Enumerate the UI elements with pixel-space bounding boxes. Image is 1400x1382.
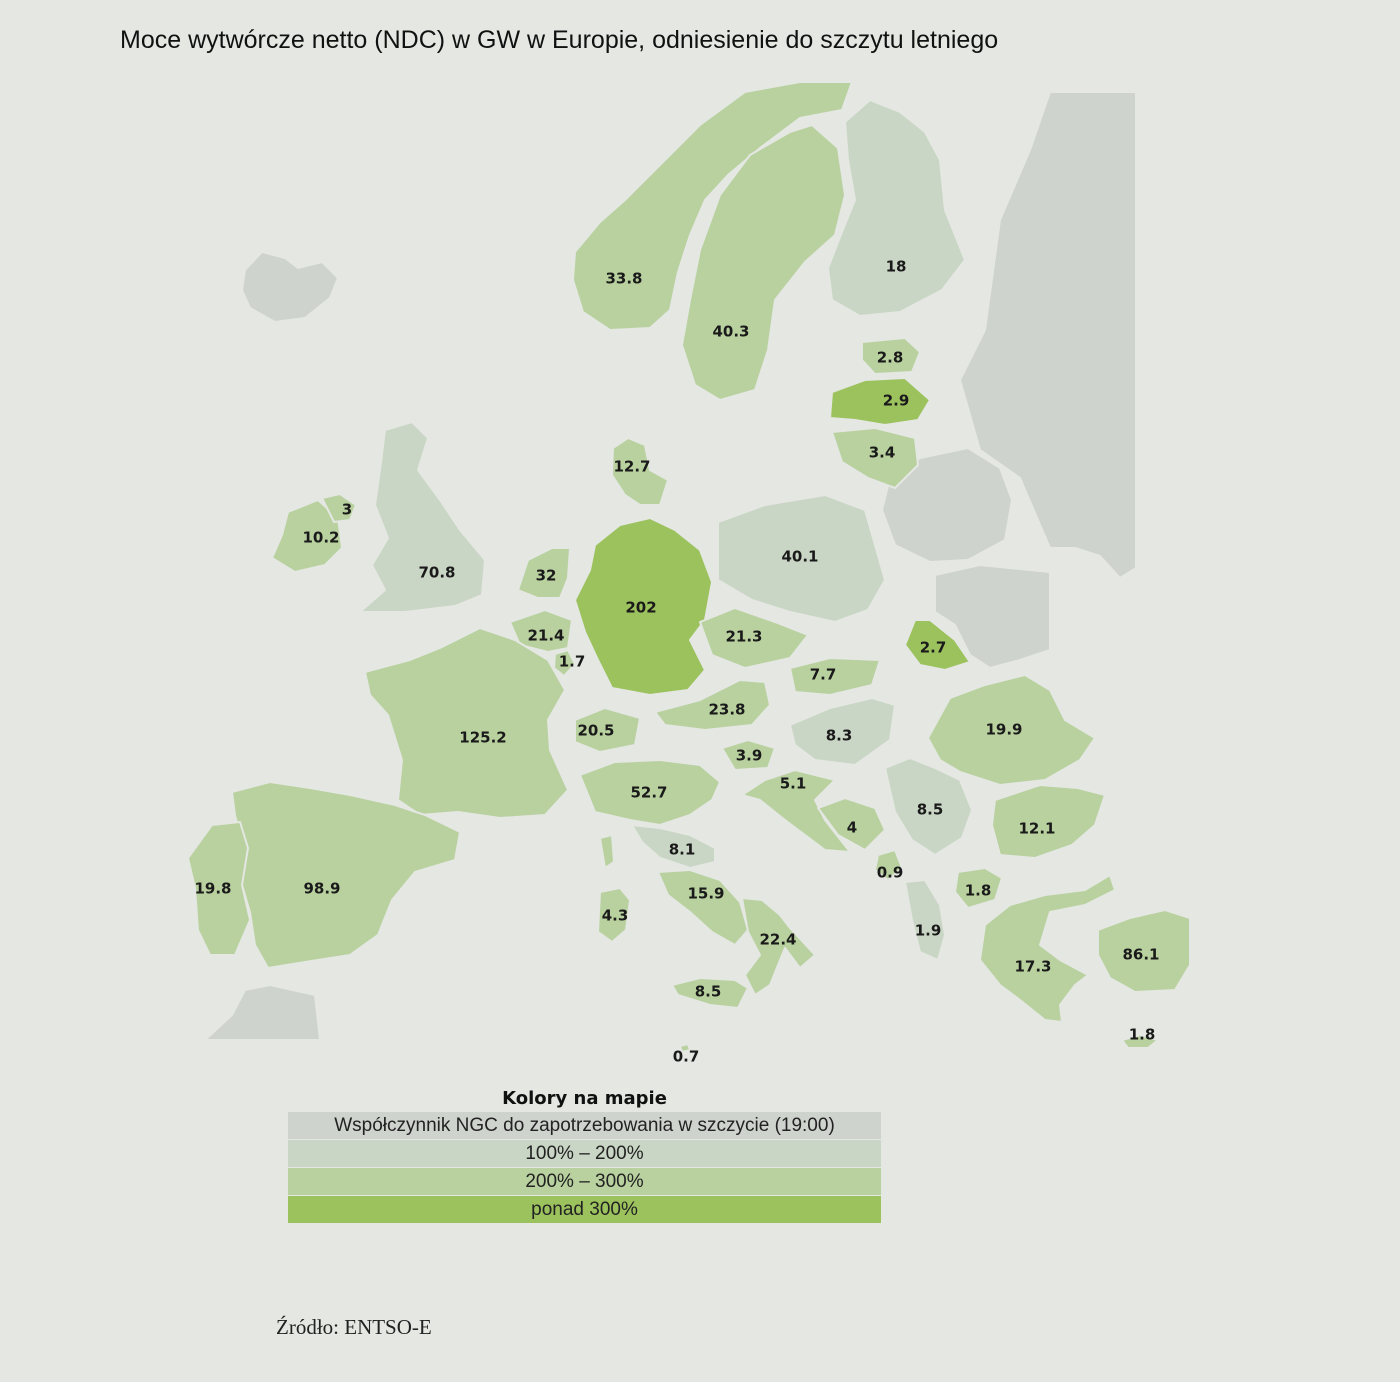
value-label-germany: 202 (625, 598, 657, 617)
value-label-northern-ireland: 3 (341, 500, 353, 519)
value-label-poland: 40.1 (781, 547, 819, 566)
shape-france (365, 628, 568, 818)
legend-row-200-300: 200% – 300% (288, 1168, 881, 1195)
value-label-turkey: 86.1 (1122, 945, 1160, 964)
legend-row-over-300: ponad 300% (288, 1196, 881, 1223)
value-label-great-britain: 70.8 (418, 563, 456, 582)
value-label-spain: 98.9 (303, 879, 341, 898)
value-label-sicily: 8.5 (694, 982, 722, 1001)
value-label-italy-south: 22.4 (759, 930, 797, 949)
value-label-france: 125.2 (459, 728, 507, 747)
legend-row-no-data: Współczynnik NGC do zapotrzebowania w szczycie (19:00) (288, 1112, 881, 1139)
value-label-luxembourg: 1.7 (558, 652, 586, 671)
value-label-malta: 0.7 (672, 1047, 700, 1066)
value-label-italy-centre-north: 8.1 (668, 840, 696, 859)
value-label-slovenia: 3.9 (735, 746, 763, 765)
shape-finland (828, 100, 965, 316)
value-label-serbia: 8.5 (916, 800, 944, 819)
value-label-sardinia: 4.3 (601, 906, 629, 925)
legend (288, 1086, 881, 1224)
value-label-albania: 1.9 (914, 921, 942, 940)
value-label-austria: 23.8 (708, 700, 746, 719)
value-label-sweden: 40.3 (712, 322, 750, 341)
value-label-bulgaria: 12.1 (1018, 819, 1056, 838)
value-label-switzerland: 20.5 (577, 721, 615, 740)
value-label-estonia: 2.8 (876, 348, 904, 367)
value-label-latvia: 2.9 (882, 391, 910, 410)
shape-albania (905, 880, 945, 960)
value-label-finland: 18 (885, 257, 907, 276)
value-label-czech-republic: 21.3 (725, 627, 763, 646)
value-label-hungary: 8.3 (825, 726, 853, 745)
source-note: Źródło: ENTSO-E (276, 1315, 432, 1339)
shape-italy-cs (658, 870, 748, 945)
value-label-netherlands: 32 (535, 566, 557, 585)
north-africa-shape (205, 985, 320, 1040)
value-label-romania: 19.9 (985, 720, 1023, 739)
value-label-denmark: 12.7 (613, 457, 651, 476)
value-label-cyprus: 1.8 (1128, 1025, 1156, 1044)
iceland-shape (242, 252, 338, 322)
value-label-italy-north: 52.7 (630, 783, 668, 802)
value-label-portugal: 19.8 (194, 879, 232, 898)
value-label-slovakia: 7.7 (809, 665, 837, 684)
value-label-lithuania: 3.4 (868, 443, 896, 462)
map-title: Moce wytwórcze netto (NDC) w GW w Europie, odniesienie do szczytu letniego (120, 26, 999, 54)
shape-latvia (830, 378, 930, 425)
value-label-macedonia: 1.8 (964, 881, 992, 900)
value-label-italy-centre-south: 15.9 (687, 884, 725, 903)
value-label-greece: 17.3 (1014, 957, 1052, 976)
value-label-montenegro: 0.9 (876, 863, 904, 882)
shape-great-britain (360, 422, 485, 612)
value-label-ireland: 10.2 (302, 528, 340, 547)
shape-greece (980, 875, 1115, 1022)
legend-title: Kolory na mapie (502, 1088, 667, 1109)
value-label-croatia: 5.1 (779, 774, 807, 793)
value-label-norway: 33.8 (605, 269, 643, 288)
shape-corsica (600, 835, 614, 868)
value-label-bosnia: 4 (846, 818, 858, 837)
value-label-moldova: 2.7 (919, 638, 947, 657)
value-label-belgium: 21.4 (527, 626, 565, 645)
legend-row-100-200: 100% – 200% (288, 1140, 881, 1167)
